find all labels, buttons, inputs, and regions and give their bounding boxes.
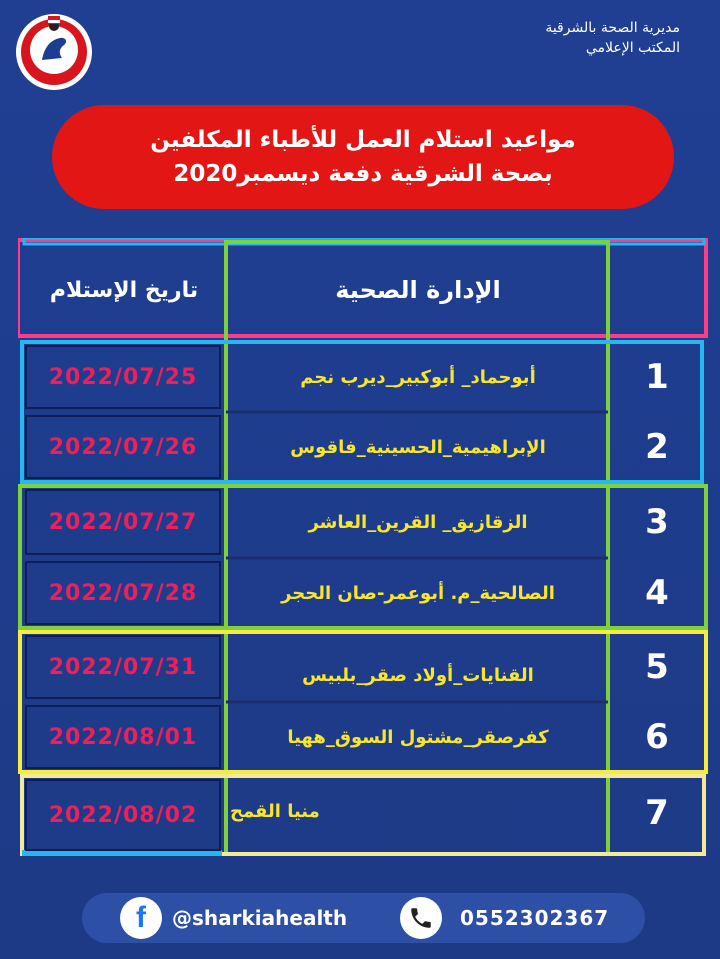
row-dept: منيا القمح — [230, 800, 320, 822]
row-dept: أبوحماد_ أبوكبير_ديرب نجم — [300, 366, 536, 388]
row-number: 1 — [645, 357, 669, 397]
row-number: 7 — [645, 793, 669, 833]
row-number: 4 — [645, 573, 669, 613]
row-number: 6 — [645, 717, 669, 757]
row-date: 2022/07/25 — [48, 364, 198, 390]
row-number: 2 — [645, 427, 669, 467]
row-number: 3 — [645, 502, 669, 542]
header-date: تاريخ الإستلام — [49, 277, 199, 303]
row-date: 2022/07/26 — [48, 434, 198, 460]
header-dept: الإدارة الصحية — [335, 276, 501, 304]
schedule-table — [18, 238, 708, 858]
contact-footer — [82, 893, 645, 943]
organization-name — [545, 18, 680, 58]
facebook-handle[interactable]: @sharkiahealth — [172, 906, 348, 930]
row-dept: الإبراهيمية_الحسينية_فاقوس — [290, 436, 546, 458]
phone-number[interactable]: 0552302367 — [460, 906, 610, 930]
phone-icon[interactable] — [400, 897, 442, 939]
phone-glyph — [408, 905, 434, 931]
row-dept: القنايات_أولاد صقر_بلبيس — [302, 664, 534, 686]
row-date: 2022/07/31 — [48, 654, 198, 680]
row-date: 2022/07/27 — [48, 509, 198, 535]
row-date: 2022/07/28 — [48, 580, 198, 606]
title-line-1: مواعيد استلام العمل للأطباء المكلفين — [150, 127, 576, 153]
page-title — [52, 105, 674, 209]
row-dept: الصالحية_م. أبوعمر-صان الحجر — [281, 582, 555, 604]
row-number: 5 — [645, 647, 669, 687]
health-directorate-logo — [14, 12, 94, 92]
row-date: 2022/08/01 — [48, 724, 198, 750]
row-dept: كفرصقر_مشتول السوق_ههيا — [287, 726, 549, 748]
org-line-1: مديرية الصحة بالشرقية — [545, 20, 680, 36]
row-dept: الزقازيق_ القرين_العاشر — [308, 511, 528, 533]
org-line-2: المكتب الإعلامي — [585, 40, 680, 56]
row-date: 2022/08/02 — [48, 802, 198, 828]
title-line-2: بصحة الشرقية دفعة ديسمبر2020 — [173, 161, 553, 187]
facebook-icon[interactable]: f — [120, 897, 162, 939]
